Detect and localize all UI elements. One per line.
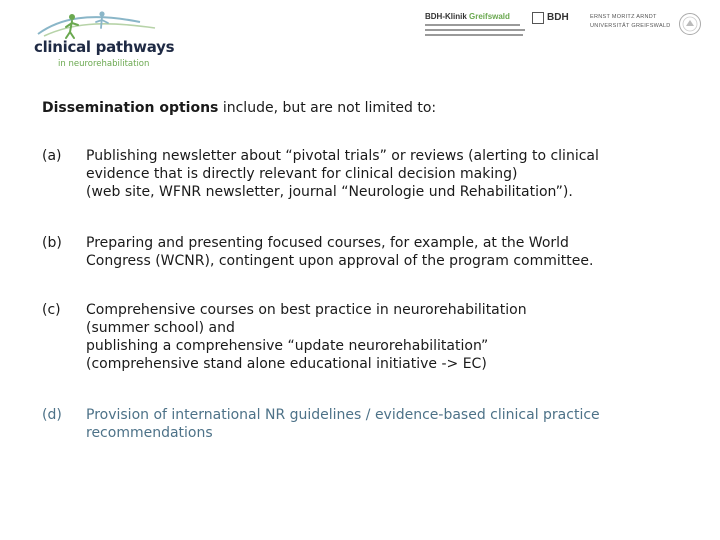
option-text [86, 406, 706, 442]
bdh-logo-text: BDH [547, 12, 569, 23]
option-line: Provision of international NR guidelines / evidence-based clinical practice [86, 407, 600, 423]
bdh-klinik-name-part1: BDH-Klinik [425, 12, 467, 21]
intro-bold: Dissemination options [42, 100, 219, 116]
bdh-klinik-name [425, 12, 510, 21]
university-name-line1: ERNST MORITZ ARNDT [590, 14, 657, 20]
option-label: (d) [42, 407, 62, 423]
option-label: (a) [42, 148, 62, 164]
bdh-tagline-bar [425, 29, 525, 31]
university-name-line2: UNIVERSITÄT GREIFSWALD [590, 23, 671, 29]
clinical-pathways-logo [30, 8, 175, 69]
clinical-pathways-title: clinical pathways [34, 38, 175, 56]
option-line: (comprehensive stand alone educational initiative -> EC) [86, 356, 487, 372]
university-seal [678, 12, 702, 36]
option-line: recommendations [86, 425, 213, 441]
bdh-klinik-name-part2: Greifswald [469, 12, 510, 21]
option-line: (summer school) and [86, 320, 235, 336]
university-logo [590, 14, 670, 34]
option-line: Preparing and presenting focused courses, for example, at the World [86, 235, 569, 251]
bdh-logo [532, 12, 582, 26]
option-text [86, 234, 706, 270]
option-text [86, 147, 706, 201]
option-line: Comprehensive courses on best practice in neurorehabilitation [86, 302, 527, 318]
university-seal-icon [678, 12, 702, 36]
option-line: (web site, WFNR newsletter, journal “Neurologie und Rehabilitation”). [86, 184, 573, 200]
bdh-tagline-bar [425, 24, 520, 26]
human-figure-swoosh-icon [30, 8, 170, 42]
option-label: (c) [42, 302, 61, 318]
option-line: evidence that is directly relevant for clinical decision making) [86, 166, 518, 182]
option-line: Congress (WCNR), contingent upon approval of the program committee. [86, 253, 594, 269]
bdh-klinik-logo [425, 12, 537, 38]
option-line: publishing a comprehensive “update neurorehabilitation” [86, 338, 489, 354]
option-line: Publishing newsletter about “pivotal trials” or reviews (alerting to clinical [86, 148, 599, 164]
intro-sentence [42, 99, 436, 117]
option-text [86, 301, 706, 373]
option-label: (b) [42, 235, 62, 251]
bdh-emblem-icon [532, 12, 544, 24]
intro-rest: include, but are not limited to: [218, 100, 437, 116]
bdh-tagline-bar [425, 34, 523, 36]
clinical-pathways-subtitle: in neurorehabilitation [58, 59, 150, 69]
